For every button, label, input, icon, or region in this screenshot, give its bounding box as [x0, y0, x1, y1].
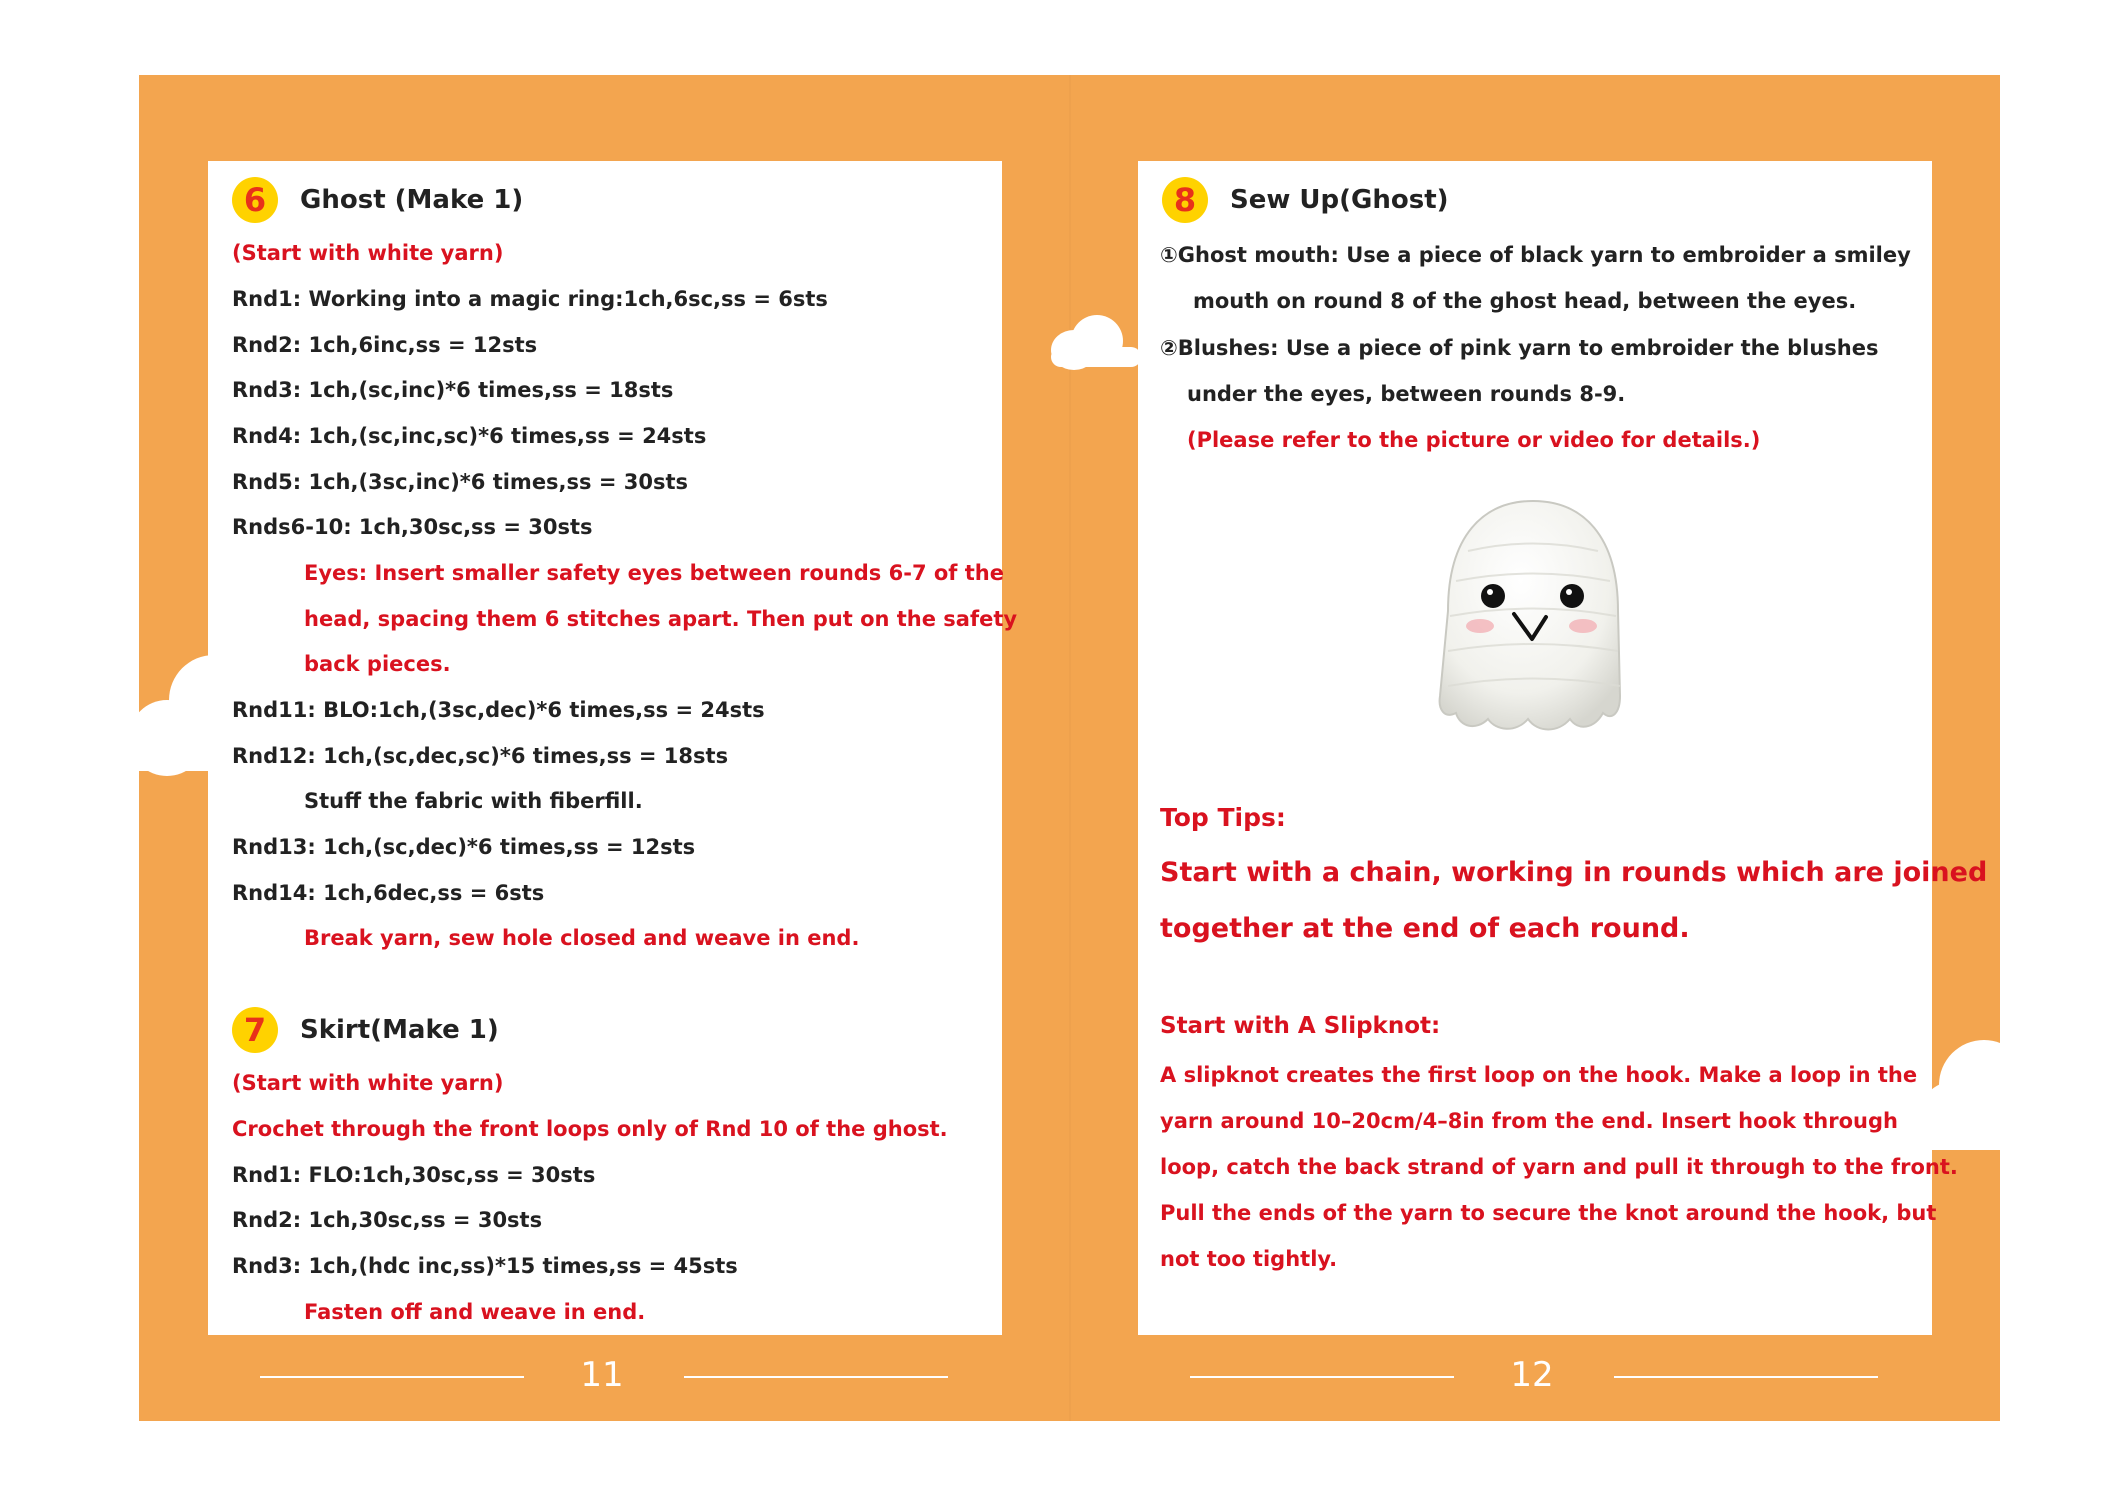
- footer-rule: [1190, 1376, 1454, 1378]
- footer-rule: [1614, 1376, 1878, 1378]
- instruction-line: ①Ghost mouth: Use a piece of black yarn to embroider a smiley: [1160, 243, 1911, 267]
- slipknot-line: Pull the ends of the yarn to secure the knot around the hook, but: [1160, 1201, 1937, 1225]
- instruction-line: (Please refer to the picture or video for details.): [1187, 428, 1761, 452]
- tips-line: together at the end of each round.: [1160, 913, 1690, 944]
- section-7-header: [232, 1007, 499, 1053]
- instruction-line: Rnd1: FLO:1ch,30sc,ss = 30sts: [232, 1163, 596, 1187]
- footer-rule: [260, 1376, 524, 1378]
- section-6-title: Ghost (Make 1): [300, 185, 524, 215]
- section-8-header: [1162, 177, 1449, 223]
- instruction-line: Rnd11: BLO:1ch,(3sc,dec)*6 times,ss = 24sts: [232, 698, 765, 722]
- instruction-line: Rnd3: 1ch,(sc,inc)*6 times,ss = 18sts: [232, 378, 674, 402]
- instruction-line: Rnd2: 1ch,6inc,ss = 12sts: [232, 333, 538, 357]
- footer-rule: [684, 1376, 948, 1378]
- instruction-line: under the eyes, between rounds 8-9.: [1187, 382, 1626, 406]
- instruction-line: Rnd1: Working into a magic ring:1ch,6sc,ss = 6sts: [232, 287, 828, 311]
- slipknot-line: A slipknot creates the first loop on the hook. Make a loop in the: [1160, 1063, 1918, 1087]
- instruction-line: mouth on round 8 of the ghost head, between the eyes.: [1193, 289, 1857, 313]
- instruction-line: Rnd3: 1ch,(hdc inc,ss)*15 times,ss = 45sts: [232, 1254, 738, 1278]
- page-fold: [1069, 75, 1071, 1421]
- section-7-title: Skirt(Make 1): [300, 1015, 499, 1045]
- instruction-line: Stuff the fabric with fiberfill.: [304, 789, 643, 813]
- booklet-spread: [139, 75, 2000, 1421]
- step-8-badge: 8: [1162, 177, 1208, 223]
- instruction-line: Rnd2: 1ch,30sc,ss = 30sts: [232, 1208, 543, 1232]
- instruction-line: Rnd14: 1ch,6dec,ss = 6sts: [232, 881, 545, 905]
- instruction-line: Rnds6-10: 1ch,30sc,ss = 30sts: [232, 515, 593, 539]
- right-page-panel: [1138, 161, 1988, 1335]
- instruction-line: Break yarn, sew hole closed and weave in end.: [304, 926, 860, 950]
- instruction-line: head, spacing them 6 stitches apart. Then put on the safety: [304, 607, 1018, 631]
- instruction-line: (Start with white yarn): [232, 241, 504, 265]
- instruction-line: Crochet through the front loops only of Rnd 10 of the ghost.: [232, 1117, 948, 1141]
- section-8-title: Sew Up(Ghost): [1230, 185, 1449, 215]
- section-6-header: [232, 177, 523, 223]
- instruction-line: (Start with white yarn): [232, 1071, 504, 1095]
- instruction-line: Fasten off and weave in end.: [304, 1300, 646, 1324]
- slipknot-line: loop, catch the back strand of yarn and pull it through to the front.: [1160, 1155, 1958, 1179]
- slipknot-line: yarn around 10–20cm/4–8in from the end. Insert hook through: [1160, 1109, 1898, 1133]
- tips-line: Start with a chain, working in rounds which are joined: [1160, 857, 1988, 888]
- step-7-badge: 7: [232, 1007, 278, 1053]
- page-number: 11: [580, 1355, 624, 1395]
- slipknot-heading: Start with A Slipknot:: [1160, 1013, 1441, 1039]
- step-6-badge: 6: [232, 177, 278, 223]
- instruction-line: Rnd13: 1ch,(sc,dec)*6 times,ss = 12sts: [232, 835, 696, 859]
- instruction-line: Rnd4: 1ch,(sc,inc,sc)*6 times,ss = 24sts: [232, 424, 707, 448]
- slipknot-line: not too tightly.: [1160, 1247, 1338, 1271]
- ghost-photo: [1408, 481, 1648, 751]
- instruction-line: back pieces.: [304, 652, 451, 676]
- left-page-panel: [208, 161, 1018, 1335]
- instruction-line: ②Blushes: Use a piece of pink yarn to embroider the blushes: [1160, 336, 1879, 360]
- instruction-line: Rnd12: 1ch,(sc,dec,sc)*6 times,ss = 18sts: [232, 744, 729, 768]
- top-tips-heading: Top Tips:: [1160, 803, 1286, 832]
- instruction-line: Eyes: Insert smaller safety eyes between rounds 6-7 of the: [304, 561, 1004, 585]
- instruction-line: Rnd5: 1ch,(3sc,inc)*6 times,ss = 30sts: [232, 470, 689, 494]
- page-number: 12: [1510, 1355, 1554, 1395]
